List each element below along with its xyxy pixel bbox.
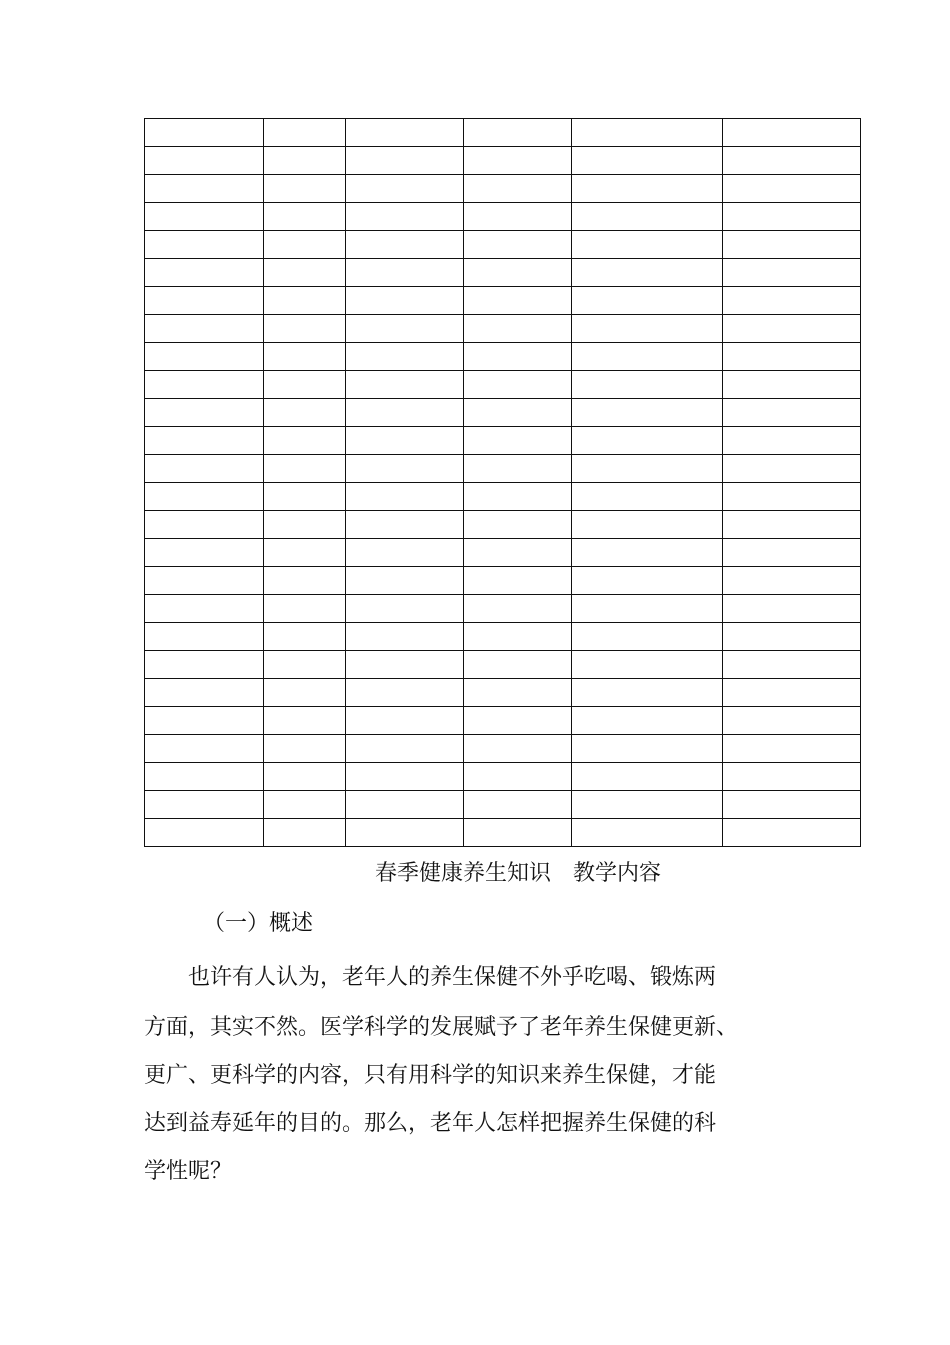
table-cell <box>464 567 572 595</box>
table-cell <box>464 371 572 399</box>
table-row <box>145 595 861 623</box>
table-row <box>145 427 861 455</box>
table-cell <box>572 427 723 455</box>
table-cell <box>464 343 572 371</box>
table-cell <box>723 511 861 539</box>
table-cell <box>264 147 346 175</box>
table-cell <box>723 623 861 651</box>
table-cell <box>723 259 861 287</box>
table-cell <box>346 791 464 819</box>
table-cell <box>464 623 572 651</box>
table-cell <box>346 679 464 707</box>
table-cell <box>572 455 723 483</box>
table-row <box>145 623 861 651</box>
table-cell <box>264 735 346 763</box>
paragraph-line: 方面，其实不然。医学科学的发展赋予了老年养生保健更新、 <box>144 1015 739 1040</box>
table-row <box>145 819 861 847</box>
table-cell <box>145 427 264 455</box>
table-cell <box>346 343 464 371</box>
table-cell <box>145 679 264 707</box>
table-cell <box>723 287 861 315</box>
table-cell <box>264 791 346 819</box>
table-cell <box>264 483 346 511</box>
table-cell <box>464 315 572 343</box>
table-cell <box>723 455 861 483</box>
table-cell <box>572 791 723 819</box>
title-part-1: 春季健康养生知识 <box>375 861 552 886</box>
table-cell <box>346 371 464 399</box>
table-cell <box>264 707 346 735</box>
grid-body <box>145 119 861 847</box>
table-row <box>145 455 861 483</box>
table-row <box>145 791 861 819</box>
table-cell <box>145 371 264 399</box>
table-cell <box>572 679 723 707</box>
table-cell <box>264 287 346 315</box>
table-cell <box>464 259 572 287</box>
table-cell <box>264 231 346 259</box>
table-cell <box>346 651 464 679</box>
table-cell <box>264 455 346 483</box>
table-cell <box>346 707 464 735</box>
table-cell <box>145 119 264 147</box>
table-cell <box>346 427 464 455</box>
table-cell <box>572 147 723 175</box>
table-cell <box>145 567 264 595</box>
table-cell <box>572 483 723 511</box>
table-cell <box>464 595 572 623</box>
table-cell <box>145 819 264 847</box>
table-cell <box>346 231 464 259</box>
table-row <box>145 707 861 735</box>
table-cell <box>264 567 346 595</box>
table-cell <box>464 763 572 791</box>
table-cell <box>723 707 861 735</box>
paragraph-line: 更广、更科学的内容，只有用科学的知识来养生保健，才能 <box>144 1063 717 1088</box>
paragraph-line: 也许有人认为，老年人的养生保健不外乎吃喝、锻炼两 <box>144 965 717 990</box>
table-cell <box>346 763 464 791</box>
table-row <box>145 231 861 259</box>
table-cell <box>264 371 346 399</box>
blank-grid-table <box>144 118 861 847</box>
table-cell <box>723 595 861 623</box>
table-cell <box>723 791 861 819</box>
table-cell <box>264 343 346 371</box>
table-cell <box>346 735 464 763</box>
table-cell <box>264 259 346 287</box>
table-cell <box>145 707 264 735</box>
section-heading: （一）概述 <box>203 911 314 936</box>
table-cell <box>145 147 264 175</box>
table-cell <box>346 315 464 343</box>
table-row <box>145 287 861 315</box>
table-cell <box>723 147 861 175</box>
table-cell <box>723 315 861 343</box>
table-row <box>145 679 861 707</box>
table-row <box>145 539 861 567</box>
table-cell <box>572 567 723 595</box>
table-cell <box>464 707 572 735</box>
table-cell <box>145 623 264 651</box>
table-cell <box>346 119 464 147</box>
table-cell <box>145 735 264 763</box>
table-row <box>145 175 861 203</box>
table-cell <box>572 175 723 203</box>
table-cell <box>464 147 572 175</box>
table-cell <box>572 371 723 399</box>
table-cell <box>145 399 264 427</box>
table-row <box>145 203 861 231</box>
table-cell <box>572 343 723 371</box>
table-cell <box>264 203 346 231</box>
table-cell <box>723 483 861 511</box>
table-cell <box>264 679 346 707</box>
table-cell <box>145 651 264 679</box>
table-cell <box>264 427 346 455</box>
table-cell <box>464 287 572 315</box>
table-row <box>145 483 861 511</box>
title-part-2: 教学内容 <box>573 861 662 886</box>
table-row <box>145 511 861 539</box>
table-cell <box>464 651 572 679</box>
table-cell <box>264 511 346 539</box>
table-cell <box>464 203 572 231</box>
table-cell <box>723 735 861 763</box>
table-cell <box>145 595 264 623</box>
table-row <box>145 735 861 763</box>
table-cell <box>572 511 723 539</box>
table-row <box>145 763 861 791</box>
table-cell <box>264 315 346 343</box>
table-cell <box>145 259 264 287</box>
table-cell <box>723 399 861 427</box>
table-cell <box>145 791 264 819</box>
table-cell <box>464 455 572 483</box>
table-cell <box>723 567 861 595</box>
table-cell <box>264 623 346 651</box>
table-cell <box>723 343 861 371</box>
table-cell <box>346 819 464 847</box>
table-cell <box>572 735 723 763</box>
table-cell <box>346 259 464 287</box>
table-cell <box>346 399 464 427</box>
table-cell <box>264 595 346 623</box>
document-title <box>375 858 661 890</box>
table-cell <box>464 819 572 847</box>
table-cell <box>346 287 464 315</box>
table-cell <box>346 203 464 231</box>
table-cell <box>145 763 264 791</box>
table-cell <box>464 735 572 763</box>
table-cell <box>464 399 572 427</box>
table-cell <box>723 539 861 567</box>
table-row <box>145 343 861 371</box>
table-cell <box>346 455 464 483</box>
table-cell <box>572 119 723 147</box>
table-cell <box>464 511 572 539</box>
table-cell <box>723 231 861 259</box>
table-cell <box>464 539 572 567</box>
table-cell <box>464 231 572 259</box>
table-cell <box>264 175 346 203</box>
table-cell <box>723 763 861 791</box>
table-cell <box>572 763 723 791</box>
table-cell <box>464 175 572 203</box>
table-cell <box>464 791 572 819</box>
table-cell <box>264 119 346 147</box>
table-cell <box>264 539 346 567</box>
table-cell <box>145 175 264 203</box>
table-cell <box>346 539 464 567</box>
table-cell <box>145 315 264 343</box>
table-cell <box>572 203 723 231</box>
table-cell <box>145 455 264 483</box>
table-cell <box>572 231 723 259</box>
table-cell <box>572 315 723 343</box>
table-cell <box>264 651 346 679</box>
table-cell <box>264 819 346 847</box>
table-row <box>145 119 861 147</box>
table-cell <box>723 651 861 679</box>
table-row <box>145 259 861 287</box>
table-cell <box>723 371 861 399</box>
table-cell <box>264 399 346 427</box>
table-cell <box>572 623 723 651</box>
table-cell <box>346 147 464 175</box>
table-cell <box>464 119 572 147</box>
table-cell <box>346 175 464 203</box>
paragraph-line: 学性呢？ <box>144 1159 233 1184</box>
table-row <box>145 567 861 595</box>
paragraph-line: 达到益寿延年的目的。那么，老年人怎样把握养生保健的科 <box>144 1111 717 1136</box>
table-cell <box>572 707 723 735</box>
table-cell <box>145 343 264 371</box>
table-cell <box>572 539 723 567</box>
table-cell <box>723 119 861 147</box>
table-cell <box>264 763 346 791</box>
table-cell <box>572 399 723 427</box>
table-cell <box>464 427 572 455</box>
table-cell <box>572 287 723 315</box>
table-cell <box>723 679 861 707</box>
table-row <box>145 315 861 343</box>
table-cell <box>145 483 264 511</box>
table-cell <box>572 651 723 679</box>
table-row <box>145 147 861 175</box>
table-cell <box>145 203 264 231</box>
table-row <box>145 371 861 399</box>
table-cell <box>723 819 861 847</box>
table-cell <box>723 175 861 203</box>
table-cell <box>145 539 264 567</box>
table-cell <box>346 623 464 651</box>
table-cell <box>723 427 861 455</box>
table-cell <box>346 483 464 511</box>
table-cell <box>464 483 572 511</box>
table-row <box>145 651 861 679</box>
table-cell <box>346 567 464 595</box>
table-cell <box>723 203 861 231</box>
table-cell <box>572 595 723 623</box>
table-cell <box>145 511 264 539</box>
table-row <box>145 399 861 427</box>
table-cell <box>346 511 464 539</box>
table-cell <box>145 231 264 259</box>
table-cell <box>346 595 464 623</box>
table-cell <box>464 679 572 707</box>
table-cell <box>572 259 723 287</box>
table-cell <box>145 287 264 315</box>
table-cell <box>572 819 723 847</box>
